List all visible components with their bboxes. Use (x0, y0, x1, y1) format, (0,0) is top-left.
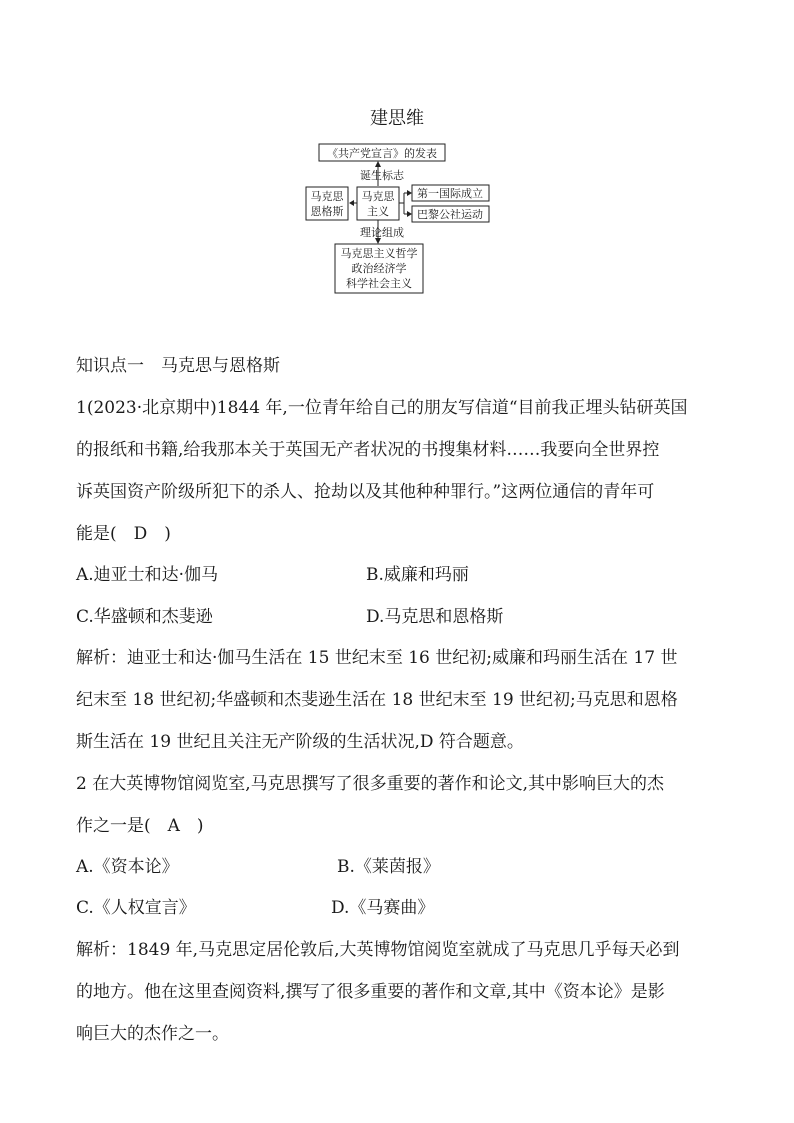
arrow-left-head (349, 200, 354, 206)
center-box-line2: 主义 (367, 205, 389, 218)
q1-analysis-line1: 解析：迪亚士和达·伽马生活在 15 世纪末至 16 世纪初;威廉和玛丽生活在 17 世 (76, 648, 678, 668)
label-birth: 诞生标志 (360, 169, 404, 182)
q1-stem-line1: 1(2023·北京期中)1844 年,一位青年给自己的朋友写信道“目前我正埋头钻研英国 (76, 398, 688, 418)
q2-option-b: B.《莱茵报》 (337, 857, 440, 877)
q1-option-d: D.马克思和恩格斯 (366, 607, 504, 627)
left-box-line1: 马克思 (310, 190, 344, 203)
q1-option-b: B.威廉和玛丽 (366, 565, 469, 585)
q2-analysis-line2: 的地方。他在这里查阅资料,撰写了很多重要的著作和文章,其中《资本论》是影 (76, 982, 665, 1002)
bracket-arrow-2 (407, 211, 412, 217)
q1-stem-line3: 诉英国资产阶级所犯下的杀人、抢劫以及其他种种罪行。”这两位通信的青年可 (76, 482, 655, 502)
left-box-line2: 恩格斯 (310, 205, 344, 218)
q2-stem-line1: 2 在大英博物馆阅览室,马克思撰写了很多重要的著作和论文,其中影响巨大的杰 (76, 774, 665, 794)
q1-stem-line2: 的报纸和书籍,给我那本关于英国无产者状况的书搜集材料……我要向全世界控 (76, 440, 660, 460)
bottom-box-line2: 政治经济学 (351, 262, 407, 275)
right-box-2-text: 巴黎公社运动 (417, 208, 483, 221)
q2-option-c: C.《人权宣言》 (76, 898, 196, 918)
section-heading: 知识点一 马克思与恩格斯 (76, 356, 280, 376)
q2-stem-line2: 作之一是( A ) (76, 816, 204, 836)
bracket-arrow-1 (407, 190, 412, 196)
center-box-line1: 马克思 (361, 190, 395, 203)
q1-option-c: C.华盛顿和杰斐逊 (76, 607, 213, 627)
q2-option-a: A.《资本论》 (76, 857, 179, 877)
bracket-right (399, 193, 410, 214)
concept-map (300, 138, 500, 298)
q2-analysis-line1: 解析：1849 年,马克思定居伦敦后,大英博物馆阅览室就成了马克思几乎每天必到 (76, 940, 680, 960)
q1-analysis-line3: 斯生活在 19 世纪且关注无产阶级的生活状况,D 符合题意。 (76, 732, 524, 752)
q1-stem-line4: 能是( D ) (76, 524, 171, 544)
q1-option-a: A.迪亚士和达·伽马 (76, 565, 219, 585)
q2-analysis-line3: 响巨大的杰作之一。 (76, 1024, 229, 1044)
q1-analysis-line2: 纪末至 18 世纪初;华盛顿和杰斐逊生活在 18 世纪末至 19 世纪初;马克思和恩格 (76, 690, 678, 710)
top-box-text: 《共产党宣言》的发表 (327, 147, 437, 160)
diagram-title: 建思维 (370, 108, 424, 129)
q2-option-d: D.《马赛曲》 (331, 898, 435, 918)
bottom-box-line1: 马克思主义哲学 (340, 247, 418, 260)
bottom-box-line3: 科学社会主义 (346, 277, 412, 290)
right-box-1-text: 第一国际成立 (417, 187, 483, 200)
label-theory: 理论组成 (360, 226, 404, 239)
arrow-birth-head (375, 161, 381, 167)
